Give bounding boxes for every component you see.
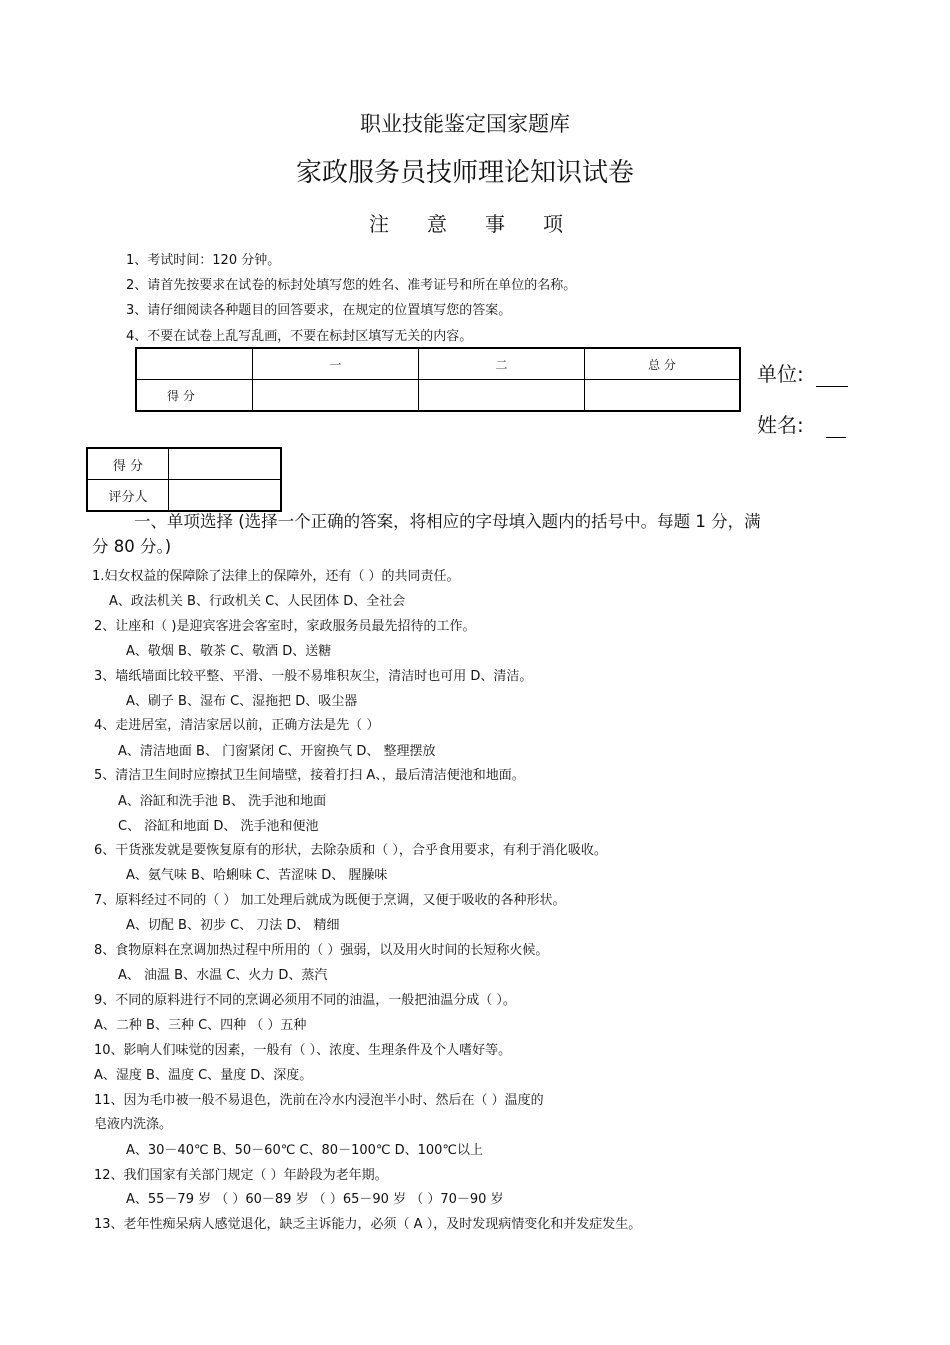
question: 9、不同的原料进行不同的烹调必须用不同的油温，一般把油温分成（ ）。: [94, 993, 516, 1008]
answer-options: A、刷子 B、湿布 C、湿拖把 D、吸尘器: [126, 694, 358, 709]
question: 13、老年性痴呆病人感觉退化，缺乏主诉能力，必须（ A ），及时发现病情变化和并发症发生。: [94, 1217, 642, 1232]
section-instructions: [92, 509, 856, 559]
unit-field[interactable]: [757, 358, 848, 387]
question: 11、因为毛巾被一般不易退色，洗前在冷水内浸泡半小时、然后在（ ）温度的: [94, 1093, 544, 1108]
question-continuation: 皂液内洗涤。: [94, 1117, 173, 1132]
notice-heading: 注意事项: [369, 212, 601, 236]
grader-score-label: 得 分: [87, 448, 169, 480]
score-table-header: 总 分: [585, 348, 741, 380]
question: 7、原料经过不同的（ ） 加工处理后就成为既便于烹调，又便于吸收的各种形状。: [94, 893, 566, 908]
score-cell[interactable]: [585, 380, 741, 412]
answer-options: C、 浴缸和地面 D、 洗手池和便池: [118, 819, 319, 834]
answer-options: A、55－79 岁 （ ）60－89 岁 （ ）65－90 岁 （ ）70－90 岁: [126, 1192, 504, 1207]
answer-options: A、敬烟 B、敬茶 C、敬酒 D、送糖: [126, 644, 332, 659]
grader-table: [86, 447, 282, 512]
exam-paper-title: 家政服务员技师理论知识试卷: [295, 158, 634, 188]
score-cell[interactable]: [419, 380, 585, 412]
answer-options: A、30－40℃ B、50－60℃ C、80－100℃ D、100℃以上: [126, 1143, 484, 1158]
name-field[interactable]: [757, 409, 846, 438]
question: 1.妇女权益的保障除了法律上的保障外，还有（ ）的共同责任。: [92, 569, 460, 584]
notice-item: 4、不要在试卷上乱写乱画，不要在标封区填写无关的内容。: [126, 329, 473, 344]
score-row-label: 得 分: [136, 380, 253, 412]
answer-options: A、切配 B、初步 C、 刀法 D、 精细: [126, 918, 340, 933]
answer-options: A、氨气味 B、哈蜊味 C、苦涩味 D、 腥臊味: [126, 868, 388, 883]
question: 6、干货涨发就是要恢复原有的形状，去除杂质和（ ），合乎食用要求，有利于消化吸收。: [94, 843, 607, 858]
answer-options: A、清洁地面 B、 门窗紧闭 C、开窗换气 D、 整理摆放: [118, 744, 436, 759]
score-cell[interactable]: [253, 380, 419, 412]
question: 8、食物原料在烹调加热过程中所用的（ ）强弱，以及用火时间的长短称火候。: [94, 943, 549, 958]
score-table-header: [136, 348, 253, 380]
score-table-header: 一: [253, 348, 419, 380]
notice-item: 1、考试时间：120 分钟。: [126, 253, 281, 268]
question: 2、让座和（ )是迎宾客进会客室时，家政服务员最先招待的工作。: [94, 619, 476, 634]
section-line: 分 80 分。): [92, 537, 172, 556]
question: 3、墙纸墙面比较平整、平滑、一般不易堆积灰尘，清洁时也可用 D、清洁。: [94, 669, 533, 684]
notice-item: 3、请仔细阅读各种题目的回答要求，在规定的位置填写您的答案。: [126, 303, 512, 318]
answer-options: A、湿度 B、温度 C、量度 D、深度。: [94, 1068, 313, 1083]
question: 4、走进居室，清洁家居以前，正确方法是先（ ）: [94, 718, 380, 733]
answer-options: A、浴缸和洗手池 B、 洗手池和地面: [118, 794, 327, 809]
section-line: 一、单项选择 (选择一个正确的答案，将相应的字母填入题内的括号中。每题 1 分，满: [134, 512, 761, 531]
question: 10、影响人们味觉的因素，一般有（ ）、浓度、生理条件及个人嗜好等。: [94, 1043, 512, 1058]
grader-score-cell[interactable]: [169, 448, 282, 480]
unit-label: 单位:: [757, 362, 804, 386]
score-table-header: 二: [419, 348, 585, 380]
score-table: [135, 347, 741, 412]
grader-reviewer-cell[interactable]: [169, 480, 282, 512]
grader-reviewer-label: 评分人: [87, 480, 169, 512]
notice-item: 2、请首先按要求在试卷的标封处填写您的姓名、准考证号和所在单位的名称。: [126, 278, 577, 293]
question: 12、我们国家有关部门规定（ ）年龄段为老年期。: [94, 1168, 388, 1183]
question: 5、清洁卫生间时应擦拭卫生间墙壁，接着打扫 A、，最后清洁便池和地面。: [94, 768, 525, 783]
exam-bank-title: 职业技能鉴定国家题库: [360, 112, 570, 136]
answer-options: A、二种 B、三种 C、四种 （ ）五种: [94, 1018, 307, 1033]
name-label: 姓名:: [757, 413, 804, 437]
answer-options: A、政法机关 B、行政机关 C、人民团体 D、全社会: [109, 594, 406, 609]
answer-options: A、 油温 B、水温 C、火力 D、蒸汽: [118, 968, 328, 983]
